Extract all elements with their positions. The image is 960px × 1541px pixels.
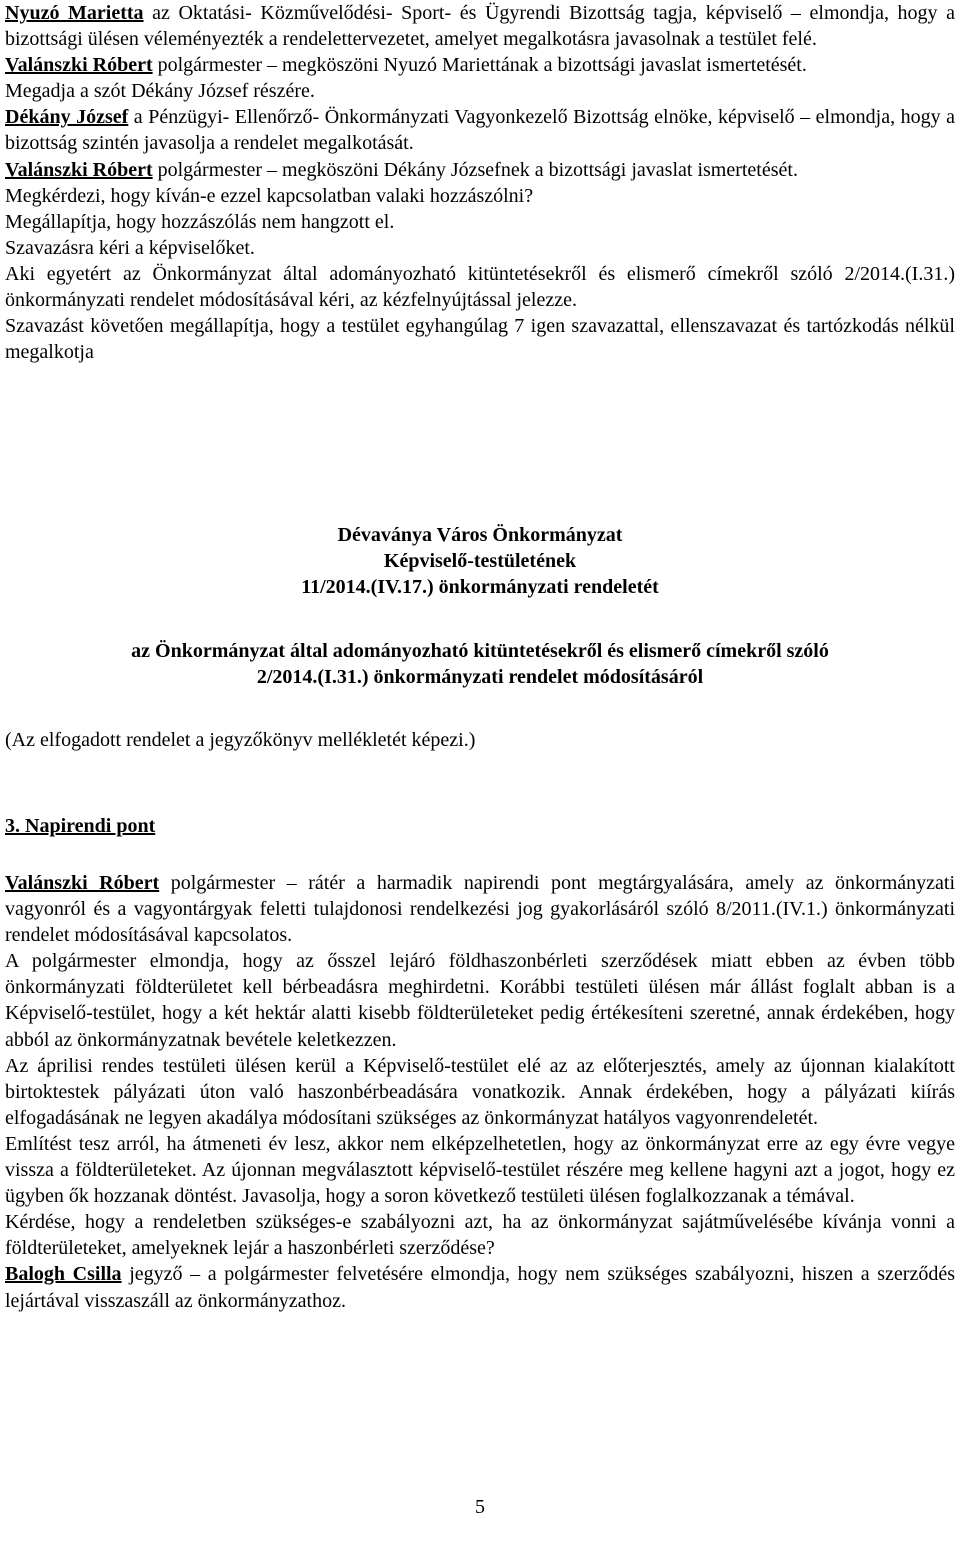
speaker-name: Valánszki Róbert [5,158,153,181]
paragraph [5,78,955,104]
paragraph-text: Megadja a szót Dékány József részére. [5,80,315,103]
decree-line: Dévaványa Város Önkormányzat [337,524,623,546]
paragraph-text: Megkérdezi, hogy kíván-e ezzel kapcsolatban valaki hozzászólni? [5,184,534,207]
decree-subject-block [5,638,955,690]
paragraph [5,870,955,948]
paragraph-text: polgármester – megköszöni Nyuzó Mariettának a bizottsági javaslat ismertetését. [152,54,807,77]
paragraph-text: Említést tesz arról, ha átmeneti év lesz, akkor nem elképzelhetetlen, hogy az önkormányzat erre az egy évre vegye vissza a földterületeket. Az újonnan megválasztott képviselő-testület részére meg kellene hagyni azt a jogot, hogy ez ügyben ők hozzanak döntést. Javasolja, hogy a soron következő testületi ülésen foglalkozzanak a témával. [5,1132,955,1208]
bottom-section [5,870,955,1314]
paragraph-text: a Pénzügyi- Ellenőrző- Önkormányzati Vagyonkezelő Bizottság elnöke, képviselő – elmondja, hogy a bizottság szintén javasolja a rendelet megalkotását. [5,106,955,155]
decree-title-block [5,522,955,600]
paragraph-text: Megállapítja, hogy hozzászólás nem hangzott el. [5,210,395,233]
paragraph [5,0,955,52]
paragraph-text: Szavazást követően megállapítja, hogy a testület egyhangúlag 7 igen szavazattal, ellenszavazat és tartózkodás nélkül megalkotja [5,315,955,364]
paragraph [5,183,955,209]
top-section [5,0,955,365]
decree-subject-line: 2/2014.(I.31.) önkormányzati rendelet módosításáról [256,666,704,689]
paragraph [5,1131,955,1209]
paragraph-text: jegyző – a polgármester felvetésére elmondja, hogy nem szükséges szabályozni, hiszen a szerződés lejártával visszaszáll az önkormányzathoz. [5,1263,956,1312]
decree-line: 11/2014.(IV.17.) önkormányzati rendeletét [301,576,659,599]
paragraph [5,261,955,313]
paragraph [5,235,955,261]
paragraph-text: Kérdése, hogy a rendeletben szükséges-e szabályozni azt, ha az önkormányzat sajátművelésébe kívánja vonni a földterületeket, amelyeknek lejár a haszonbérleti szerződése? [5,1211,955,1260]
decree-note: (Az elfogadott rendelet a jegyzőkönyv mellékletét képezi.) [5,729,476,751]
speaker-name: Valánszki Róbert [5,54,153,77]
decree-subject-line: az Önkormányzat által adományozható kitüntetésekről és elismerő címekről szóló [131,640,829,662]
paragraph-text: polgármester – rátér a harmadik napirendi pont megtárgyalására, amely az önkormányzati vagyonról és a vagyontárgyak feletti tulajdonosi rendelkezési jog gyakorlásáról szóló 8/2011.(IV.1.) önkormányzati rendelet módosításával kapcsolatos. [5,872,956,947]
paragraph [5,1261,955,1313]
paragraph [5,209,955,235]
paragraph [5,52,955,78]
speaker-name: Valánszki Róbert [5,872,160,894]
decree-line: Képviselő-testületének [383,550,577,573]
agenda-heading: 3. Napirendi pont [5,815,156,837]
paragraph [5,948,955,1052]
paragraph-text: A polgármester elmondja, hogy az ősszel lejáró földhaszonbérleti szerződések miatt ebben az évben több önkormányzati földterületet kell bérbeadásra meghirdetni. Korábbi testületi ülésen már állást foglalt abban is a Képviselő-testület, hogy a két hektár alatti kisebb földterületeket pedig értékesíteni szeretné, annak érdekében, hogy abból az önkormányzatnak bevétele keletkezzen. [5,950,955,1051]
paragraph [5,104,955,156]
paragraph [5,1053,955,1131]
speaker-name: Dékány József [5,106,129,129]
page-number: 5 [475,1496,485,1518]
paragraph-text: Szavazásra kéri a képviselőket. [5,236,255,259]
paragraph-text: Az áprilisi rendes testületi ülésen kerül a Képviselő-testület elé az az előterjesztés, amely az újonnan kialakított birtoktestek pályázati úton való haszonbérbeadására vonatkozik. Annak érdekében, hogy a pályázati kiírás elfogadásának ne legyen akadálya módosítani szükséges az önkormányzat hatályos vagyonrendeletét. [5,1054,955,1129]
speaker-name: Balogh Csilla [5,1263,122,1286]
speaker-name: Nyuzó Marietta [5,2,144,24]
paragraph [5,313,955,365]
paragraph [5,157,955,183]
paragraph [5,1209,955,1261]
paragraph-text: Aki egyetért az Önkormányzat által adományozható kitüntetésekről és elismerő címekről szóló 2/2014.(I.31.) önkormányzati rendelet módosításával kéri, az kézfelnyújtással jelezze. [5,262,955,312]
paragraph-text: polgármester – megköszöni Dékány Józsefnek a bizottsági javaslat ismertetését. [152,158,798,181]
paragraph-text: az Oktatási- Közművelődési- Sport- és Ügyrendi Bizottság tagja, képviselő – elmondja, hogy a bizottsági ülésen véleményezték a rendelettervezetet, amelyet megalkotásra javasolnak a testület felé. [5,2,955,51]
